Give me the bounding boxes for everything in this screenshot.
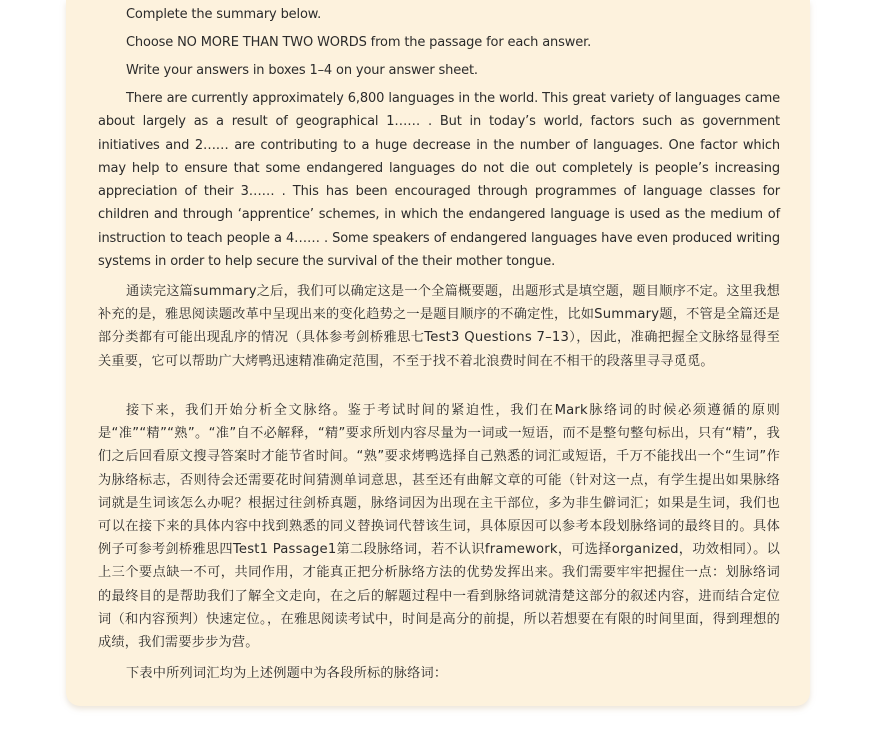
summary-paragraph: There are currently approximately 6,800 languages in the world. This great variety of languages came about largely as a result of geographical 1…… . But in today’s world, factors such as government initiatives and 2…… are contributing to a huge decrease in the number of languages. One factor which may help to ensure that some endangered languages do not die out completely is people’s increasing appreciation of their 3…… . This has been encouraged through programmes of language classes for children and through ‘apprentice’ schemes, in which the endangered language is used as the medium of instruction to teach people a 4…… . Some speakers of endangered languages have even produced writing systems in order to help secure the survival of the their mother tongue. — [98, 91, 780, 270]
analysis-paragraph-3-wrap — [98, 662, 780, 685]
instructions — [98, 3, 780, 26]
analysis-paragraph-3: 下表中所列词汇均为上述例题中为各段所标的脉络词： — [126, 666, 448, 681]
instructions-3 — [98, 59, 780, 82]
instruction-line-3: Write your answers in boxes 1–4 on your answer sheet. — [126, 63, 478, 78]
instructions-2 — [98, 31, 780, 54]
analysis-paragraph-1-wrap — [98, 280, 780, 373]
summary-passage — [98, 87, 780, 273]
analysis-paragraph-2-wrap — [98, 399, 780, 654]
instruction-line-1: Complete the summary below. — [126, 7, 322, 22]
instruction-line-2: Choose NO MORE THAN TWO WORDS from the passage for each answer. — [126, 35, 592, 50]
analysis-paragraph-2: 接下来，我们开始分析全文脉络。鉴于考试时间的紧迫性，我们在Mark脉络词的时候必须遵循的原则是“准”“精”“熟”。“准”自不必解释，“精”要求所划内容尽量为一词或一短语，而不是整句整句标出，只有“精”，我们之后回看原文搜寻答案时才能节省时间。“熟”要求烤鸭选择自己熟悉的词汇或短语，千万不能找出一个“生词”作为脉络标志，否则待会还需要花时间猜测单词意思，甚至还有曲解文章的可能（针对这一点，有学生提出如果脉络词就是生词该怎么办呢？根据过往剑桥真题，脉络词因为出现在主干部位，多为非生僻词汇；如果是生词，我们也可以在接下来的具体内容中找到熟悉的同义替换词代替该生词，具体原因可以参考本段划脉络词的最终目的。具体例子可参考剑桥雅思四Test1 Passage1第二段脉络词，若不认识framework，可选择organized，功效相同）。以上三个要点缺一不可，共同作用，才能真正把分析脉络方法的优势发挥出来。我们需要牢牢把握住一点：划脉络词的最终目的是帮助我们了解全文走向，在之后的解题过程中一看到脉络词就清楚这部分的叙述内容，进而结合定位词（和内容预判）快速定位。，在雅思阅读考试中，时间是高分的前提，所以若想要在有限的时间里面，得到理想的成绩，我们需要步步为营。 — [98, 403, 780, 651]
analysis-paragraph-1: 通读完这篇summary之后，我们可以确定这是一个全篇概要题，出题形式是填空题，题目顺序不定。这里我想补充的是，雅思阅读题改革中呈现出来的变化趋势之一是题目顺序的不确定性，比如Summary题，不管是全篇还是部分类都有可能出现乱序的情况（具体参考剑桥雅思七Test3 Questions 7–13），因此，准确把握全文脉络显得至关重要，它可以帮助广大烤鸭迅速精准确定范围，不至于找不着北浪费时间在不相干的段落里寻寻觅觅。 — [98, 284, 780, 369]
